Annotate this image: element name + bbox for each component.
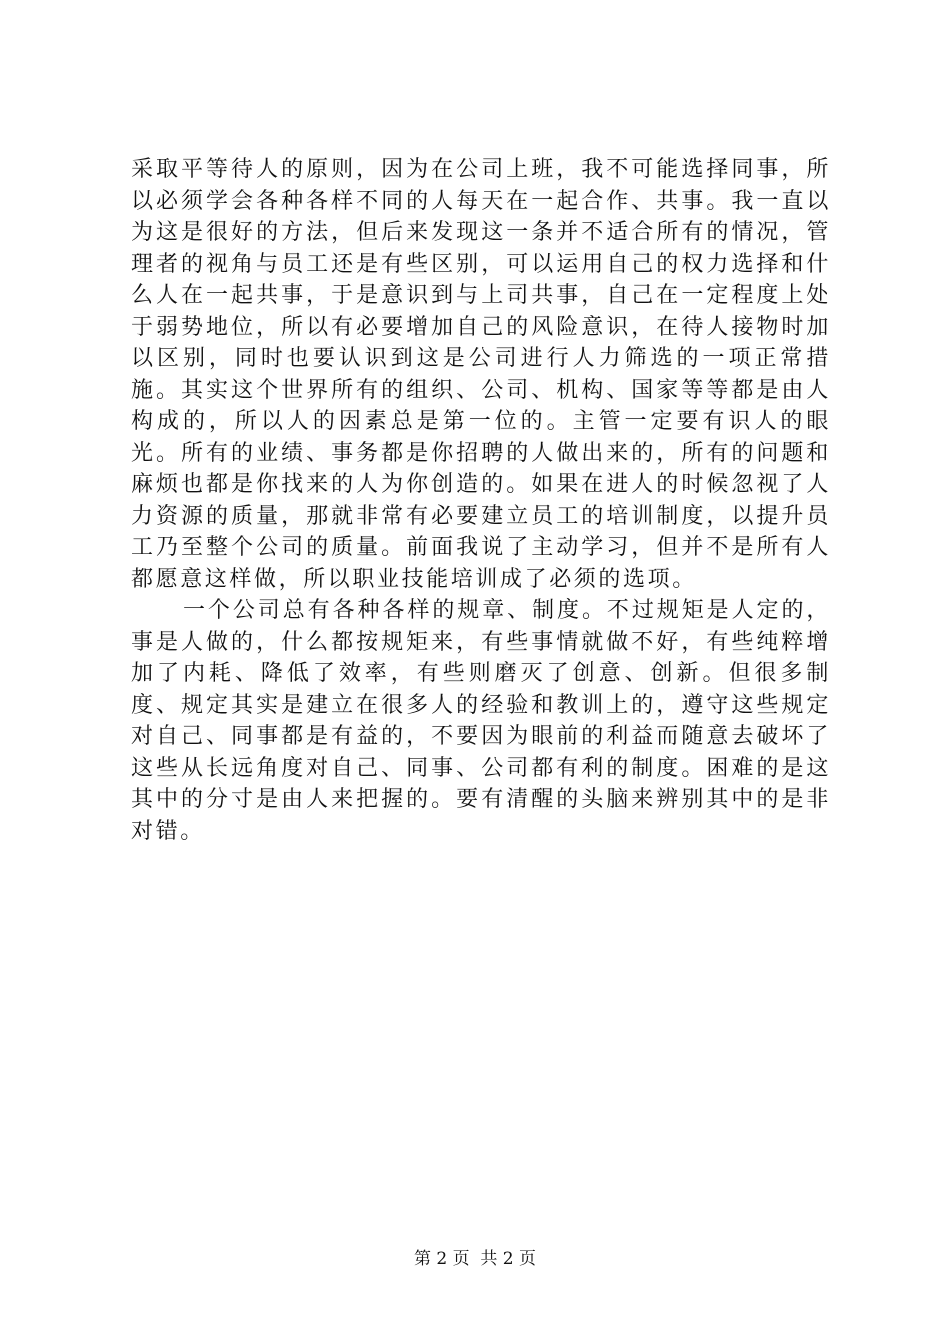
document-body	[131, 154, 831, 847]
paragraph-rules: 一个公司总有各种各样的规章、制度。不过规矩是人定的，事是人做的，什么都按规矩来，有些事情就做不好，有些纯粹增加了内耗、降低了效率，有些则磨灭了创意、创新。但很多制度、规定其实是建立在很多人的经验和教训上的，遵守这些规定对自己、同事都是有益的，不要因为眼前的利益而随意去破坏了这些从长远角度对自己、同事、公司都有利的制度。困难的是这其中的分寸是由人来把握的。要有清醒的头脑来辨别其中的是非对错。	[131, 598, 831, 844]
page-footer: 第 2 页 共 2 页	[413, 1249, 537, 1269]
paragraph-continued: 采取平等待人的原则，因为在公司上班，我不可能选择同事，所以必须学会各种各样不同的人每天在一起合作、共事。我一直以为这是很好的方法，但后来发现这一条并不适合所有的情况，管理者的视角与员工还是有些区别，可以运用自己的权力选择和什么人在一起共事，于是意识到与上司共事，自己在一定程度上处于弱势地位，所以有必要增加自己的风险意识，在待人接物时加以区别，同时也要认识到这是公司进行人力筛选的一项正常措施。其实这个世界所有的组织、公司、机构、国家等等都是由人构成的，所以人的因素总是第一位的。主管一定要有识人的眼光。所有的业绩、事务都是你招聘的人做出来的，所有的问题和麻烦也都是你找来的人为你创造的。如果在进人的时候忽视了人力资源的质量，那就非常有必要建立员工的培训制度，以提升员工乃至整个公司的质量。前面我说了主动学习，但并不是所有人都愿意这样做，所以职业技能培训成了必须的选项。	[131, 157, 831, 592]
